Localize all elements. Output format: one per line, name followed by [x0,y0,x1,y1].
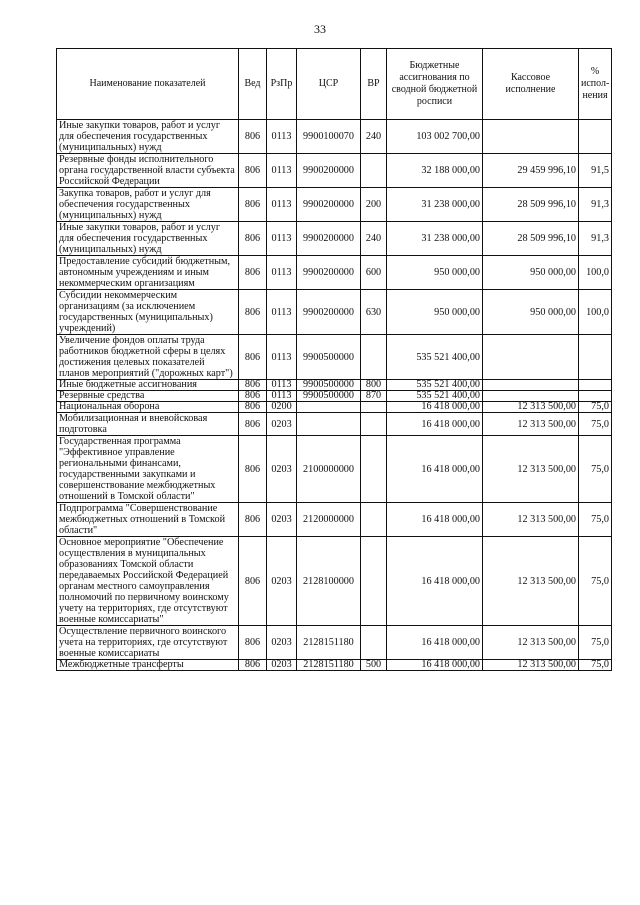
row-assignments: 16 418 000,00 [387,503,483,537]
row-cash: 12 313 500,00 [483,660,579,671]
header-cash: Кассовое исполнение [483,49,579,120]
row-name: Иные бюджетные ассигнования [57,380,239,391]
row-csr [297,402,361,413]
row-ved: 806 [239,413,267,436]
row-rzpr: 0113 [267,290,297,335]
table-row [57,660,612,671]
row-name: Государственная программа "Эффективное управление региональными финансами, государственными закупками и совершенствование межбюджетных отношений в Томской области" [57,436,239,503]
row-pct: 100,0 [579,256,612,290]
row-csr: 2128151180 [297,626,361,660]
row-name: Иные закупки товаров, работ и услуг для обеспечения государственных (муниципальных) нужд [57,222,239,256]
row-assignments: 16 418 000,00 [387,537,483,626]
row-pct [579,380,612,391]
row-rzpr: 0113 [267,335,297,380]
row-cash: 12 313 500,00 [483,436,579,503]
row-assignments: 103 002 700,00 [387,120,483,154]
row-pct [579,335,612,380]
row-cash: 29 459 996,10 [483,154,579,188]
row-csr: 2128151180 [297,660,361,671]
row-pct: 75,0 [579,413,612,436]
row-ved: 806 [239,120,267,154]
budget-table [56,48,612,671]
row-assignments: 950 000,00 [387,256,483,290]
row-ved: 806 [239,188,267,222]
row-vr [361,436,387,503]
row-assignments: 16 418 000,00 [387,402,483,413]
row-rzpr: 0113 [267,380,297,391]
row-assignments: 16 418 000,00 [387,660,483,671]
row-vr [361,626,387,660]
row-name: Увеличение фондов оплаты труда работников бюджетной сферы в целях достижения целевых показателей планов мероприятий ("дорожных карт") [57,335,239,380]
table-row [57,335,612,380]
row-pct: 91,5 [579,154,612,188]
row-cash: 12 313 500,00 [483,402,579,413]
row-ved: 806 [239,660,267,671]
row-vr: 630 [361,290,387,335]
row-vr [361,413,387,436]
row-ved: 806 [239,154,267,188]
row-csr: 2100000000 [297,436,361,503]
row-cash: 12 313 500,00 [483,537,579,626]
row-assignments: 32 188 000,00 [387,154,483,188]
row-vr [361,537,387,626]
row-vr [361,154,387,188]
row-ved: 806 [239,256,267,290]
table-row [57,120,612,154]
row-rzpr: 0113 [267,154,297,188]
row-vr [361,335,387,380]
row-pct: 100,0 [579,290,612,335]
row-name: Подпрограмма "Совершенствование межбюджетных отношений в Томской области" [57,503,239,537]
row-assignments: 535 521 400,00 [387,335,483,380]
row-pct: 91,3 [579,188,612,222]
row-csr: 9900200000 [297,188,361,222]
row-csr: 9900500000 [297,380,361,391]
row-pct: 75,0 [579,402,612,413]
table-row [57,626,612,660]
row-cash [483,120,579,154]
row-assignments: 535 521 400,00 [387,380,483,391]
row-pct [579,391,612,402]
row-name: Закупка товаров, работ и услуг для обеспечения государственных (муниципальных) нужд [57,188,239,222]
row-name: Мобилизационная и вневойсковая подготовка [57,413,239,436]
row-name: Основное мероприятие "Обеспечение осуществления в муниципальных образованиях Томской области передаваемых Российской Федерацией органам местного самоуправления полномочий по первичному воинскому учету на территориях, где отсутствуют военные комиссариаты" [57,537,239,626]
table-row [57,290,612,335]
row-vr: 200 [361,188,387,222]
table-row [57,154,612,188]
table-row [57,436,612,503]
header-vr: ВР [361,49,387,120]
row-name: Субсидии некоммерческим организациям (за исключением государственных (муниципальных) учреждений) [57,290,239,335]
row-rzpr: 0200 [267,402,297,413]
row-cash: 12 313 500,00 [483,413,579,436]
row-rzpr: 0203 [267,413,297,436]
row-assignments: 16 418 000,00 [387,626,483,660]
row-vr: 240 [361,120,387,154]
row-cash [483,335,579,380]
row-vr: 600 [361,256,387,290]
row-rzpr: 0113 [267,222,297,256]
row-rzpr: 0113 [267,188,297,222]
header-row [57,49,612,120]
row-vr [361,503,387,537]
row-cash: 28 509 996,10 [483,222,579,256]
row-vr: 800 [361,380,387,391]
header-csr: ЦСР [297,49,361,120]
row-assignments: 16 418 000,00 [387,413,483,436]
row-pct [579,120,612,154]
header-assignments: Бюджетные ассигнования по сводной бюджетной росписи [387,49,483,120]
row-ved: 806 [239,436,267,503]
row-rzpr: 0203 [267,503,297,537]
row-ved: 806 [239,503,267,537]
row-pct: 75,0 [579,626,612,660]
table-row [57,537,612,626]
row-ved: 806 [239,391,267,402]
table-row [57,413,612,436]
row-name: Межбюджетные трансферты [57,660,239,671]
table-row [57,402,612,413]
table-row [57,188,612,222]
row-assignments: 31 238 000,00 [387,188,483,222]
row-ved: 806 [239,626,267,660]
header-ved: Вед [239,49,267,120]
row-assignments: 31 238 000,00 [387,222,483,256]
row-ved: 806 [239,222,267,256]
row-csr [297,413,361,436]
row-cash: 950 000,00 [483,256,579,290]
row-csr: 9900100070 [297,120,361,154]
row-assignments: 16 418 000,00 [387,436,483,503]
row-rzpr: 0203 [267,436,297,503]
row-name: Национальная оборона [57,402,239,413]
row-rzpr: 0203 [267,626,297,660]
row-cash: 28 509 996,10 [483,188,579,222]
table-row [57,503,612,537]
row-vr: 500 [361,660,387,671]
row-ved: 806 [239,380,267,391]
table-row [57,391,612,402]
row-assignments: 535 521 400,00 [387,391,483,402]
row-cash: 950 000,00 [483,290,579,335]
row-rzpr: 0113 [267,256,297,290]
header-pct: % испол-нения [579,49,612,120]
table-row [57,380,612,391]
row-cash [483,380,579,391]
header-name: Наименование показателей [57,49,239,120]
table-row [57,256,612,290]
row-assignments: 950 000,00 [387,290,483,335]
row-name: Резервные фонды исполнительного органа государственной власти субъекта Российской Федерации [57,154,239,188]
row-cash: 12 313 500,00 [483,503,579,537]
row-pct: 75,0 [579,503,612,537]
table-row [57,222,612,256]
row-pct: 75,0 [579,436,612,503]
row-csr: 9900200000 [297,256,361,290]
row-pct: 75,0 [579,660,612,671]
row-ved: 806 [239,335,267,380]
row-rzpr: 0113 [267,120,297,154]
row-csr: 9900200000 [297,154,361,188]
row-ved: 806 [239,402,267,413]
page-number: 33 [314,22,326,36]
row-vr: 240 [361,222,387,256]
row-pct: 91,3 [579,222,612,256]
row-rzpr: 0113 [267,391,297,402]
row-name: Резервные средства [57,391,239,402]
row-csr: 2128100000 [297,537,361,626]
header-rzpr: РзПр [267,49,297,120]
row-rzpr: 0203 [267,660,297,671]
row-pct: 75,0 [579,537,612,626]
row-cash [483,391,579,402]
row-csr: 9900500000 [297,335,361,380]
row-ved: 806 [239,537,267,626]
row-csr: 9900200000 [297,290,361,335]
row-name: Иные закупки товаров, работ и услуг для обеспечения государственных (муниципальных) нужд [57,120,239,154]
row-cash: 12 313 500,00 [483,626,579,660]
row-csr: 9900500000 [297,391,361,402]
row-vr [361,402,387,413]
row-ved: 806 [239,290,267,335]
row-name: Предоставление субсидий бюджетным, автономным учреждениям и иным некоммерческим организациям [57,256,239,290]
row-rzpr: 0203 [267,537,297,626]
row-csr: 9900200000 [297,222,361,256]
row-name: Осуществление первичного воинского учета на территориях, где отсутствуют военные комиссариаты [57,626,239,660]
row-vr: 870 [361,391,387,402]
row-csr: 2120000000 [297,503,361,537]
